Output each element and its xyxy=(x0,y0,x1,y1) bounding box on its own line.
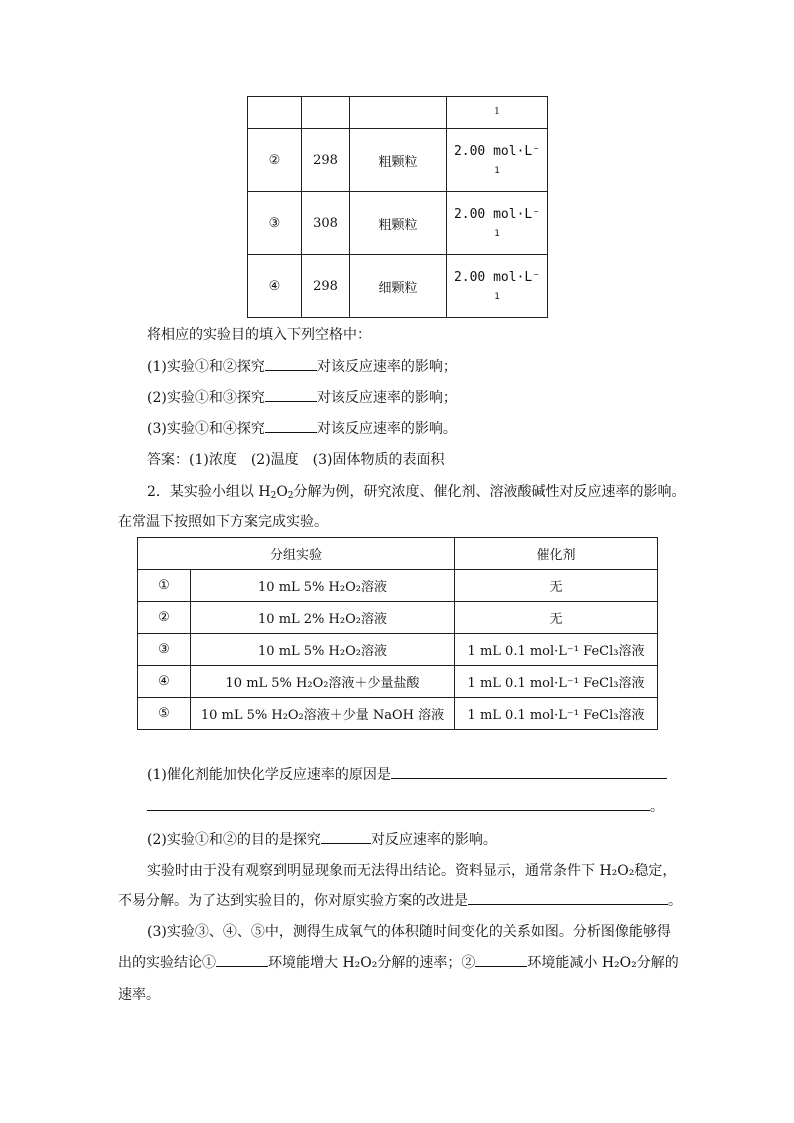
q2-stem-line2: 在常温下按照如下方案完成实验。 xyxy=(118,514,328,530)
table-header-row xyxy=(138,538,658,570)
q2-part3-end: 速率。 xyxy=(118,987,160,1003)
q2-part2-note-cont: 不易分解。为了达到实验目的，你对原实验方案的改进是 。 xyxy=(118,886,682,916)
q2-part3: (3)实验③、④、⑤中，测得生成氧气的体积随时间变化的关系如图。分析图像能够得 xyxy=(147,924,671,940)
col-header-group: 分组实验 xyxy=(138,538,455,570)
q2-part1-cont: 。 xyxy=(147,792,664,822)
q1-item-2: (2)实验①和③探究 对该反应速率的影响； xyxy=(147,383,457,413)
col-header-catalyst: 催化剂 xyxy=(455,538,658,570)
answer-blank[interactable] xyxy=(147,796,650,811)
table-row: ④ 298 细颗粒 2.00 mol·L⁻ 1 xyxy=(248,255,548,318)
q2-part3-cont: 出的实验结论① 环境能增大 H₂O₂分解的速率；② 环境能减小 H₂O₂分解的 xyxy=(118,948,679,978)
conc-fragment: 1 xyxy=(447,97,548,129)
table-row: ③ 308 粗颗粒 2.00 mol·L⁻ 1 xyxy=(248,192,548,255)
q1-item-1: (1)实验①和②探究 对该反应速率的影响； xyxy=(147,352,457,382)
table-row: ② 10 mL 2% H₂O₂溶液 无 xyxy=(138,602,658,634)
experiment-table-1 xyxy=(247,96,548,318)
q2-part2-note: 实验时由于没有观察到明显现象而无法得出结论。资料显示，通常条件下 H₂O₂稳定， xyxy=(147,863,677,879)
conc-cell: 2.00 mol·L⁻ 1 xyxy=(447,255,548,318)
answer-blank[interactable] xyxy=(216,952,268,967)
table-row: ② 298 粗颗粒 2.00 mol·L⁻ 1 xyxy=(248,129,548,192)
table-row: ④ 10 mL 5% H₂O₂溶液＋少量盐酸 1 mL 0.1 mol·L⁻¹ FeCl₃溶液 xyxy=(138,666,658,698)
conc-cell: 2.00 mol·L⁻ 1 xyxy=(447,129,548,192)
q2-part2: (2)实验①和②的目的是探究 对反应速率的影响。 xyxy=(147,825,497,855)
answer-blank[interactable] xyxy=(391,764,667,779)
q2-stem-line1: 2．某实验小组以 $H_2O_2$分解为例，研究浓度、催化剂、溶液酸碱性对反应速率的影响。 xyxy=(147,484,686,501)
answer-blank[interactable] xyxy=(468,890,668,905)
answer-blank[interactable] xyxy=(265,418,317,433)
answer-blank[interactable] xyxy=(265,356,317,371)
q1-intro: 将相应的实验目的填入下列空格中： xyxy=(147,327,371,343)
q1-item-3: (3)实验①和④探究 对该反应速率的影响。 xyxy=(147,414,457,444)
answer-blank[interactable] xyxy=(321,829,371,844)
conc-cell: 2.00 mol·L⁻ 1 xyxy=(447,192,548,255)
table-row: ① 10 mL 5% H₂O₂溶液 无 xyxy=(138,570,658,602)
experiment-table-2 xyxy=(137,537,658,730)
q1-answer: 答案：(1)浓度 (2)温度 (3)固体物质的表面积 xyxy=(147,452,445,468)
answer-blank[interactable] xyxy=(475,952,527,967)
q2-part1: (1)催化剂能加快化学反应速率的原因是 xyxy=(147,760,667,790)
table-row: ⑤ 10 mL 5% H₂O₂溶液＋少量 NaOH 溶液 1 mL 0.1 mol·L⁻¹ FeCl₃溶液 xyxy=(138,698,658,730)
table-row: ③ 10 mL 5% H₂O₂溶液 1 mL 0.1 mol·L⁻¹ FeCl₃溶液 xyxy=(138,634,658,666)
table-row xyxy=(248,97,548,129)
answer-blank[interactable] xyxy=(265,387,317,402)
